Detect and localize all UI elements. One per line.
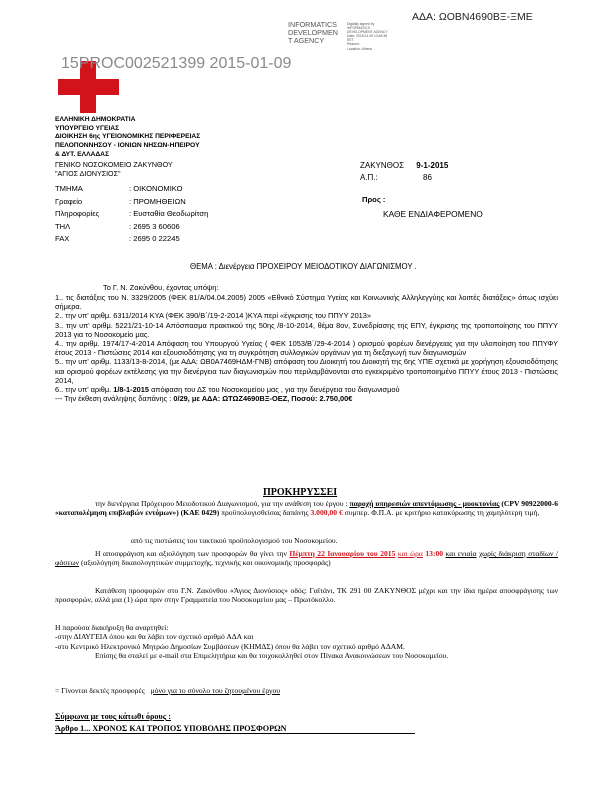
signature-line: INFORMATICS — [347, 26, 371, 31]
p1-e: συμπερ. Φ.Π.Α. — [344, 508, 394, 518]
field-value: : 2695 3 60606 — [129, 221, 180, 231]
signature-line: Digitally signed by — [347, 22, 375, 26]
p6-b: μόνο για το σύνολο του ζητουμένου έργου — [150, 686, 281, 695]
field-label: ΤΜΗΜΑ — [55, 184, 83, 193]
sender-line: ΔΙΟΙΚΗΣΗ 6ης ΥΓΕΙΟΝΟΜΙΚΗΣ ΠΕΡΙΦΕΡΕΙΑΣ — [55, 133, 201, 141]
field-label: Γραφείο — [55, 196, 83, 206]
c6-prefix: 6.. την υπ' αριθμ. — [55, 385, 112, 395]
doc-code: 15PROC002521399 2015-01-09 — [61, 55, 292, 72]
consideration-item: 5.. την υπ' αριθμ. 1133/13-8-2014, (με ΑΔΑ: ΩΒ0Α7469ΗΔΜ-ΓΝΒ) απόφαση του Διοικητή του Διοικητή της 6ης ΥΠΕ σχετικά με χορήγηση εξουσιοδότησης και ορισμού φορέων εκτέλεσης για την διενέργεια των διαγωνισμών που περιλαμβάνονται στο εγκεκριμένο τροποποιημένο ΠΠΥΥ έτους 2013 - Πιστώσεις 2014, — [55, 357, 558, 385]
signature-line: DEVELOPMENT AGENCY — [347, 30, 388, 35]
consideration-item — [55, 385, 558, 394]
commitment-prefix: --- Την έκθεση ανάληψης δαπάνης : — [55, 394, 172, 404]
field-row — [55, 196, 208, 209]
field-row — [55, 208, 208, 221]
p2-time-label: και ώρα — [397, 549, 423, 558]
subject-label: ΘΕΜΑ : — [190, 262, 217, 271]
meta-place-date — [360, 161, 448, 170]
stamp-line: T AGENCY — [288, 36, 325, 45]
ap-value: 86 — [423, 173, 432, 182]
p1-amount: 3.000,00 € — [310, 508, 343, 518]
article-1-text: Άρθρο 1... ΧΡΟΝΟΣ ΚΑΙ ΤΡΟΠΟΣ ΥΠΟΒΟΛΗΣ ΠΡΟΣΦΟΡΩΝ — [55, 724, 287, 733]
consideration-item: 1.. τις διατάξεις του Ν. 3329/2005 (ΦΕΚ 81/Α/04.04.2005) 2005 «Εθνικό Σύστημα Υγείας και Κοινωνικής Αλληλεγγύης και λοιπές διατάξεις» όπως ισχύει σήμερα. — [55, 293, 558, 312]
agency-stamp — [288, 21, 338, 45]
digital-signature — [347, 22, 388, 51]
sender-line: ΕΛΛΗΝΙΚΗ ΔΗΜΟΚΡΑΤΙΑ — [55, 116, 136, 123]
field-value: : Ευσταθία Θεοδωρίτση — [129, 209, 209, 219]
signature-line: Location: Athens — [347, 46, 373, 51]
intro: Το Γ. Ν. Ζακύνθου, έχοντας υπόψη: — [103, 283, 219, 292]
sender-block — [55, 116, 200, 160]
subject-text: Διενέργεια ΠΡΟΧΕΙΡΟΥ ΜΕΙΟΔΟΤΙΚΟΥ ΔΙΑΓΩΝΙΣΜΟΥ . — [218, 262, 417, 271]
p2-b: και ενιαία — [445, 549, 477, 558]
p1-d: προϋπολογισθείσας δαπάνης — [221, 508, 309, 518]
c6-ref: 1/8-1-2015 — [113, 385, 150, 395]
sender-line: ΠΕΛΟΠΟΝΝΗΣΟΥ - ΙΟΝΙΩΝ ΝΗΣΩΝ-ΗΠΕΙΡΟΥ — [55, 142, 200, 150]
field-value: : ΟΙΚΟΝΟΜΙΚΟ — [129, 184, 183, 193]
p2-d: (αξιολόγηση δικαιολογητικών συμμετοχής, τεχνικής και οικονομικής προσφοράς) — [80, 558, 331, 568]
declare-p1-g: από τις πιστώσεις του τακτικού προϋπολογισμού του Νοσοκομείου. — [131, 536, 338, 545]
p2-date: Πέμπτη 22 Ιανουαρίου του 2015 — [289, 549, 396, 558]
field-label: ΤΗΛ — [55, 221, 71, 231]
ada-top: ΑΔΑ: ΩΟΒΝ4690ΒΞ-ΞΜΕ — [412, 11, 533, 23]
commitment-bold: 0/29, με ΑΔΑ: ΩΤΩΖ4690ΒΞ-ΟΕΖ, Ποσού: 2.750,00€ — [173, 394, 353, 404]
declare-p6 — [55, 686, 280, 695]
subject-line — [190, 262, 417, 271]
signature-line: EET — [347, 38, 354, 43]
p2-c: χωρίς διάκριση σταδίων / φάσεων — [55, 549, 558, 568]
signature-line: Date: 2015.01.09 13:46:36 — [347, 34, 388, 39]
p1-a: την διενέργεια Πρόχειρου Μειοδοτικού Διαγωνισμού, για την ανάθεση του έργου : — [95, 499, 348, 508]
considerations — [55, 293, 558, 403]
consideration-item: 4.. την αριθμ. 1974/17-4-2014 Απόφαση του Υπουργού Υγείας ( ΦΕΚ 1053/Β΄/29-4-2014 ) ορισμού φορέων διενέργειας για την υλοποίηση του ΠΠΥΦΥ έτους 2013 - Πιστώσεις 2014 και εξουσιοδότησης για τη συγκρότηση συλλογικών οργάνων για τη διεξαγωγή των διαγωνισμών — [55, 339, 558, 358]
signature-line: Reason: — [347, 42, 360, 47]
p6-a: = Γίνονται δεκτές προσφορές — [55, 686, 145, 695]
field-row — [55, 183, 208, 196]
field-label: Πληροφορίες — [55, 209, 100, 219]
p4-diavgeia: -στην ΔΙΑΥΓΕΙΑ όπου και θα λάβει τον σχετικό αριθμό ΑΔΑ και — [55, 632, 254, 642]
declare-p2 — [55, 549, 558, 568]
p1-f: με κριτήριο κατακύρωσης τη χαμηλότερη τιμή, — [395, 508, 540, 518]
p4-kimds: -στο Κεντρικό Ηλεκτρονικό Μητρώο Δημοσίων Συμβάσεων (ΚΗΜΔΣ) όπου θα λάβει τον σχετικό αριθμό ΑΔΑΜ. — [55, 641, 405, 651]
article-1-heading — [55, 724, 415, 734]
hospital-line: "ΑΓΙΟΣ ΔΙΟΝΥΣΙΟΣ" — [55, 169, 121, 178]
field-label: FAX — [55, 234, 70, 244]
field-value: : ΠΡΟΜΗΘΕΙΩΝ — [129, 196, 186, 206]
stamp-line: DEVELOPMEN — [288, 28, 338, 37]
p1-cpv: (CPV 90922000-6 «καταπολέμηση επιβλαβών εντόμων») (ΚΑΕ 0429) — [55, 499, 559, 518]
to-value: ΚΑΘΕ ΕΝΔΙΑΦΕΡΟΜΕΝΟ — [383, 209, 483, 219]
meta-ap — [360, 173, 432, 182]
p2-time: 13:00 — [425, 549, 444, 558]
terms-heading: Σύμφωνα με τους κάτωθι όρους : — [55, 712, 171, 721]
sender-fields — [55, 183, 208, 246]
ap-label: Α.Π.: — [360, 173, 378, 182]
doc-date: 9-1-2015 — [416, 161, 449, 170]
p2-a: Η αποσφράγιση και αξιολόγηση των προσφορών θα γίνει την — [95, 549, 287, 558]
p5-email: Επίσης θα σταλεί με e-mail στα Επιμελητήρια και θα τοιχοκολληθεί στον Πίνακα Ανακοινώσεων του Νοσοκομείου. — [95, 651, 449, 661]
stamp-line: INFORMATICS — [288, 20, 337, 29]
declare-p3: Κατάθεση προσφορών στο Γ.Ν. Ζακύνθου «Άγιος Διονύσιος» οδός: Γαϊτάνι, ΤΚ 291 00 ΖΑΚΥΝΘΟΣ μέχρι και την ίδια ημέρα αποσφράγισης των προσφορών, αλλά μια (1) ώρα πριν στην Γραμματεία του Νοσοκομείου μας – Πρωτόκολλο. — [55, 586, 558, 605]
hospital-name — [55, 161, 173, 179]
c6-suffix: απόφαση του ΔΣ του Νοσοκομείου μας , για την διενέργεια του διαγωνισμού — [151, 385, 400, 395]
p1-service: παροχή υπηρεσιών απεντόμωσης - μυοκτονίας — [349, 499, 500, 508]
consideration-item: 2.. την υπ' αριθμ. 6311/2014 ΚΥΑ (ΦΕΚ 390/Β΄/19-2-2014 )ΚΥΑ περί «έγκρισης του ΠΠΥΥ 2013» — [55, 311, 372, 321]
field-row — [55, 233, 208, 246]
declare-p1 — [55, 499, 558, 518]
to-label: Προς : — [362, 195, 386, 204]
hospital-line: ΓΕΝΙΚΟ ΝΟΣΟΚΟΜΕΙΟ ΖΑΚΥΝΘΟΥ — [55, 161, 173, 169]
field-row — [55, 221, 208, 234]
commitment-line — [55, 394, 558, 403]
declare-title: ΠΡΟΚΗΡΥΣΣΕΙ — [263, 487, 338, 498]
sender-line: & ΔΥΤ. ΕΛΛΑΔΑΣ — [55, 150, 110, 158]
place-label: ΖΑΚΥΝΘΟΣ — [360, 161, 405, 170]
field-value: : 2695 0 22245 — [129, 234, 180, 244]
p4-intro: Η παρούσα διακήρυξη θα αναρτηθεί: — [55, 623, 169, 632]
consideration-item: 3.. την υπ' αριθμ. 5221/21-10-14 Απόσπασμα πρακτικού της 50ης /8-10-2014, θέμα 8ον, Συνεδρίασης της ΕΠΥ, έγκρισης της τροποποίησης του ΠΠΥΥ 2013 για το Νοσοκομείο μας. — [55, 320, 558, 339]
sender-line: ΥΠΟΥΡΓΕΙΟ ΥΓΕΙΑΣ — [55, 124, 120, 132]
declare-p4 — [55, 623, 558, 661]
